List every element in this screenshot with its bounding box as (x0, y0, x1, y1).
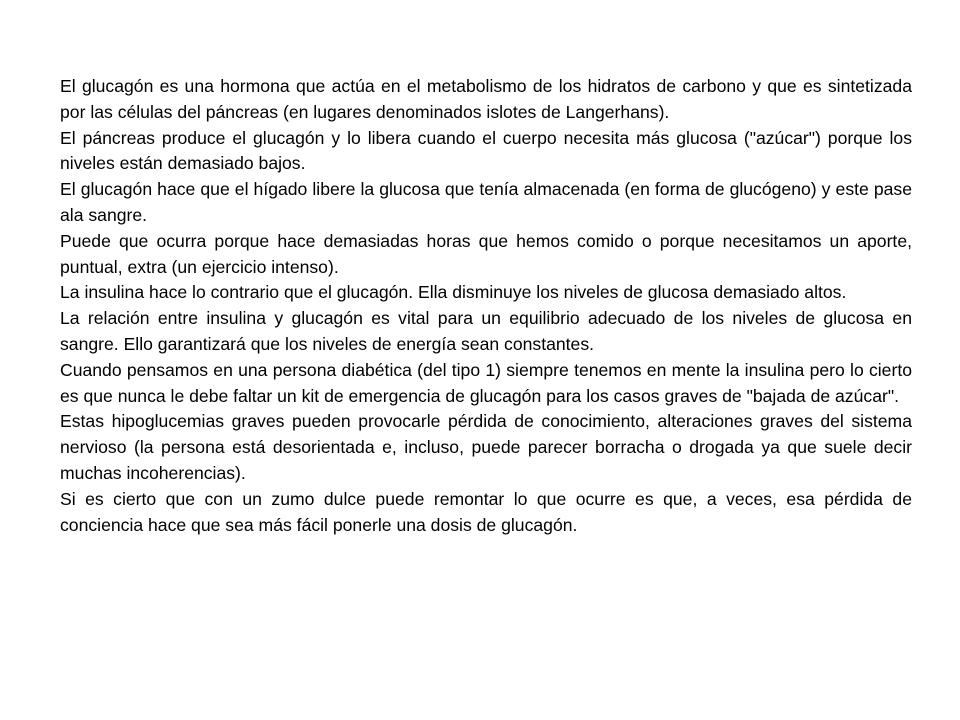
paragraph-insulin-glucagon-balance: La relación entre insulina y glucagón es vital para un equilibrio adecuado de los niveles de glucosa en sangre. Ello garantizará que los niveles de energía sean constantes. (60, 308, 912, 354)
paragraph-glucagon-dose: Si es cierto que con un zumo dulce puede remontar lo que ocurre es que, a veces, esa pérdida de conciencia hace que sea más fácil ponerle una dosis de glucagón. (60, 488, 912, 535)
paragraph-pancreas-release: El páncreas produce el glucagón y lo libera cuando el cuerpo necesita más glucosa ("azúcar") porque los niveles están demasiado bajos. (60, 127, 912, 174)
paragraph-glucagon-definition: El glucagón es una hormona que actúa en el metabolismo de los hidratos de carbono y que es sintetizada por las células del páncreas (en lugares denominados islotes de Langerhans). (60, 76, 912, 122)
paragraph-liver-glucose: El glucagón hace que el hígado libere la glucosa que tenía almacenada (en forma de glucógeno) y este pase ala sangre. (60, 179, 912, 225)
paragraph-diabetic-emergency-kit: Cuando pensamos en una persona diabética (del tipo 1) siempre tenemos en mente la insulina pero lo cierto es que nunca le debe faltar un kit de emergencia de glucagón para los casos graves de "bajada de azúcar". (60, 359, 912, 406)
body-text (60, 74, 912, 538)
paragraph-causes: Puede que ocurra porque hace demasiadas horas que hemos comido o porque necesitamos un aporte, puntual, extra (un ejercicio intenso). (60, 230, 912, 277)
paragraph-severe-hypoglycemia: Estas hipoglucemias graves pueden provocarle pérdida de conocimiento, alteraciones graves del sistema nervioso (la persona está desorientada e, incluso, puede parecer borracha o drogada ya que suele decir muchas incoherencias). (60, 411, 912, 483)
paragraph-insulin-contrary: La insulina hace lo contrario que el glucagón. Ella disminuye los niveles de glucosa demasiado altos. (60, 282, 847, 303)
